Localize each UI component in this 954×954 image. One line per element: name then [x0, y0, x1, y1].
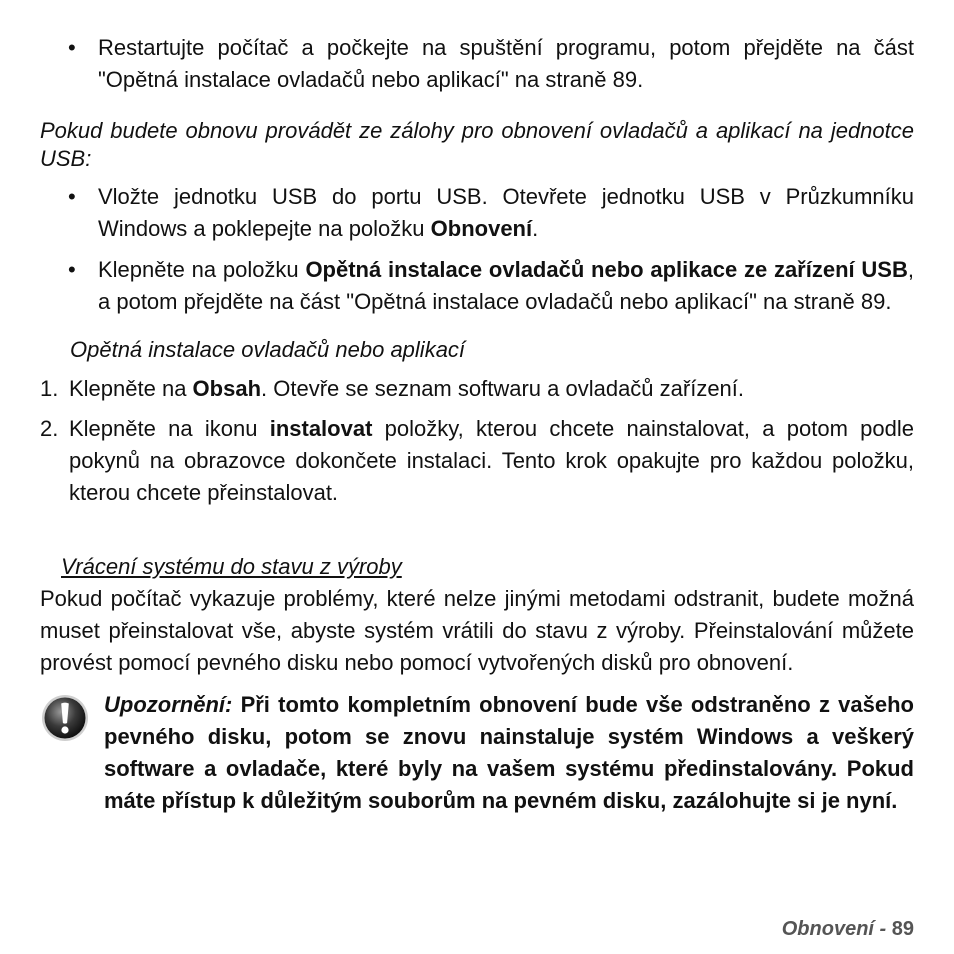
page-number: 89 — [891, 918, 914, 940]
warning-icon — [40, 693, 90, 743]
obnoveni-term: Obnovení — [430, 216, 533, 241]
step-number: 1. — [40, 376, 59, 401]
document-page — [40, 32, 914, 817]
usb-bullet-insert-end: . — [532, 216, 539, 241]
step-1-text: Klepněte na — [69, 376, 193, 401]
usb-bullet-insert — [40, 181, 914, 245]
bullet-mark: • — [68, 257, 76, 282]
usb-reinstall-term: Opětná instalace ovladačů nebo aplikace ze zařízení USB — [305, 257, 908, 282]
page-footer — [782, 914, 914, 944]
usb-bullet-reinstall-end: , a potom přejděte na část "Opětná instalace ovladačů nebo aplikací" na straně 89. — [98, 257, 914, 314]
restart-bullet — [40, 32, 914, 96]
step-1 — [40, 373, 914, 405]
usb-bullet-reinstall-text: Klepněte na položku — [98, 257, 306, 282]
usb-bullet-insert-text: Vložte jednotku USB do portu USB. Otevřete jednotku USB v Průzkumníku Windows a poklepejte na položku — [98, 184, 914, 241]
restart-bullet-text: Restartujte počítač a počkejte na spuštění programu, potom přejděte na část "Opětná instalace ovladačů nebo aplikací" na straně 89. — [98, 35, 914, 92]
step-number: 2. — [40, 416, 59, 441]
usb-intro-paragraph: Pokud budete obnovu provádět ze zálohy pro obnovení ovladačů a aplikací na jednotce USB: — [40, 118, 914, 171]
instalovat-term: instalovat — [269, 416, 373, 441]
warning-text — [104, 689, 914, 817]
step-2-end: položky, kterou chcete nainstalovat, a potom podle pokynů na obrazovce dokončete instalaci. Tento krok opakujte pro každou položku, kterou chcete přeinstalovat. — [69, 416, 914, 505]
reinstall-heading: Opětná instalace ovladačů nebo aplikací — [70, 337, 466, 362]
step-2 — [40, 413, 914, 509]
step-2-text: Klepněte na ikonu — [69, 416, 270, 441]
factory-reset-heading: Vrácení systému do stavu z výroby — [61, 554, 402, 579]
step-1-end: . Otevře se seznam softwaru a ovladačů zařízení. — [261, 376, 745, 401]
warning-block — [40, 689, 914, 817]
bullet-mark: • — [68, 35, 76, 60]
usb-bullet-reinstall — [40, 254, 914, 318]
warning-message: Při tomto kompletním obnovení bude vše odstraněno z vašeho pevného disku, potom se znovu nainstaluje systém Windows a veškerý software a ovladače, které byly na vašem systému předinstalovány. Pokud máte přístup k důležitým souborům na pevném disku, zazálohujte si je nyní. — [104, 692, 914, 813]
bullet-mark: • — [68, 184, 76, 209]
warning-label: Upozornění: — [104, 692, 233, 717]
footer-section-label: Obnovení - — [781, 918, 887, 940]
factory-reset-paragraph: Pokud počítač vykazuje problémy, které nelze jinými metodami odstranit, budete možná muset přeinstalovat vše, abyste systém vrátili do stavu z výroby. Přeinstalování můžete provést pomocí pevného disku nebo pomocí vytvořených disků pro obnovení. — [40, 586, 914, 675]
obsah-term: Obsah — [192, 376, 262, 401]
